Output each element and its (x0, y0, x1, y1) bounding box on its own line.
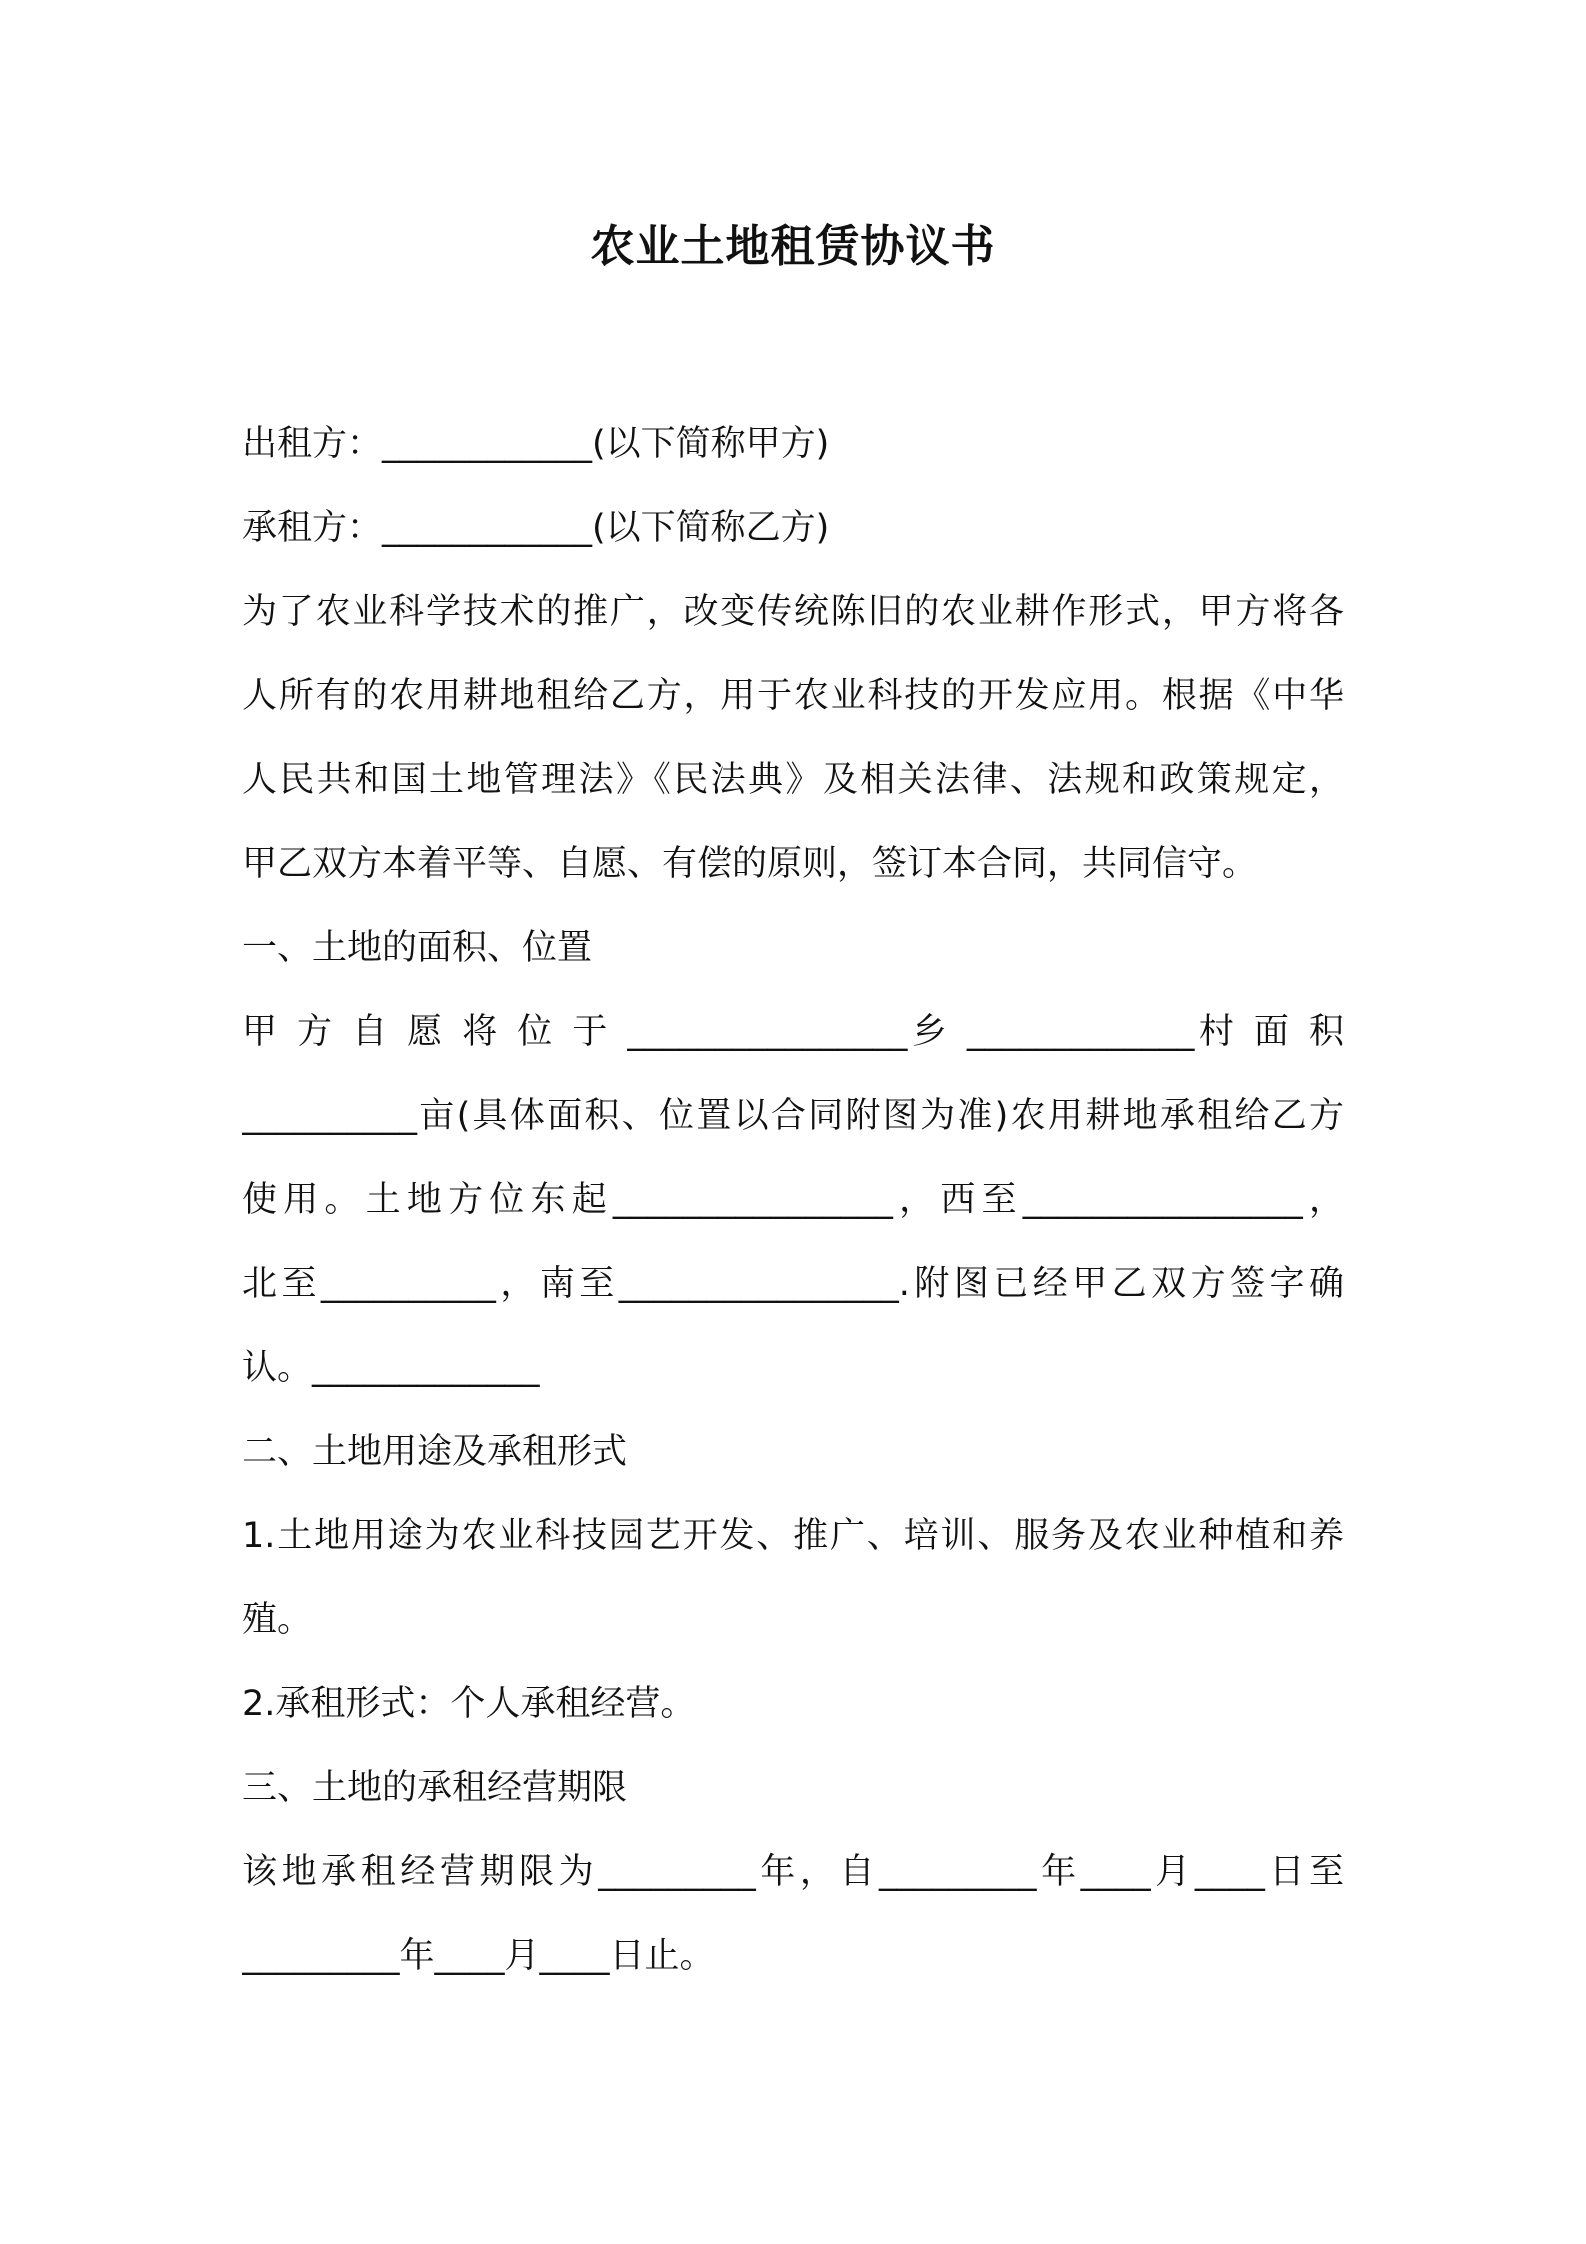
document-body (242, 402, 1344, 1998)
preamble-line-1: 为了农业科学技术的推广，改变传统陈旧的农业耕作形式，甲方将各 (242, 592, 1344, 632)
land-use-line-2: 殖。 (242, 1600, 313, 1640)
land-location-line-3: 使用。土地方位东起________________，西至________________， (242, 1180, 1344, 1220)
land-use-line-1: 1.土地用途为农业科技园艺开发、推广、培训、服务及农业种植和养 (242, 1516, 1344, 1556)
lease-term-line-2: _________年____月____日止。 (242, 1936, 715, 1976)
lessee-line: 承租方：____________(以下简称乙方) (242, 508, 830, 548)
lessor-line: 出租方：____________(以下简称甲方) (242, 424, 830, 464)
section-2-heading: 二、土地用途及承租形式 (242, 1432, 628, 1472)
lease-term-line-1: 该地承租经营期限为_________年，自_________年____月____日至 (242, 1852, 1344, 1892)
section-1-heading: 一、土地的面积、位置 (242, 928, 593, 968)
lease-form-line: 2.承租形式：个人承租经营。 (242, 1684, 696, 1724)
land-location-line-5: 认。_____________ (242, 1348, 540, 1388)
land-location-line-4: 北至__________，南至________________.附图已经甲乙双方签字确 (242, 1264, 1344, 1304)
land-location-line-1: 甲 方 自 愿 将 位 于 ________________乡 _____________村 面 积 (242, 1012, 1344, 1052)
preamble-line-2: 人所有的农用耕地租给乙方，用于农业科技的开发应用。根据《中华 (242, 676, 1344, 716)
document-title: 农业土地租赁协议书 (590, 221, 996, 272)
preamble-line-4: 甲乙双方本着平等、自愿、有偿的原则，签订本合同，共同信守。 (242, 844, 1258, 884)
preamble-line-3: 人民共和国土地管理法》《民法典》及相关法律、法规和政策规定， (242, 760, 1344, 800)
land-location-line-2: __________亩(具体面积、位置以合同附图为准)农用耕地承租给乙方 (242, 1096, 1344, 1136)
section-3-heading: 三、土地的承租经营期限 (242, 1768, 628, 1808)
